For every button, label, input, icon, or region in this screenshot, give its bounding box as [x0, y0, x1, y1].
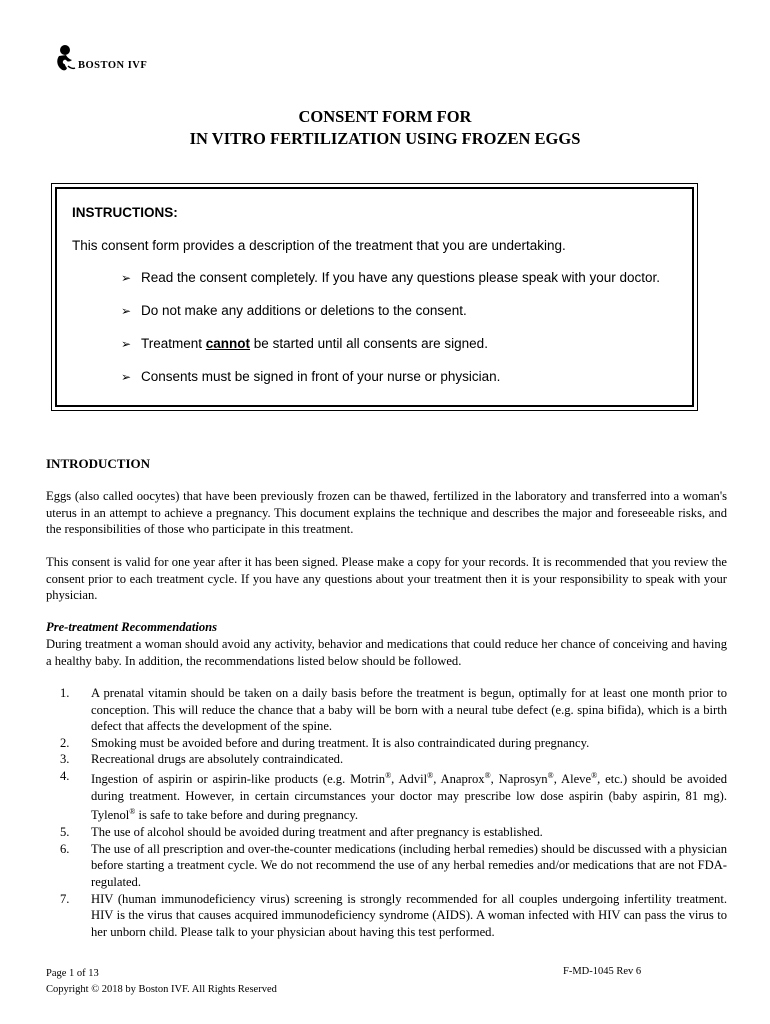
list-text — [91, 768, 727, 824]
logo-text: BOSTON IVF — [78, 60, 148, 71]
text-part: is safe to take before and during pregnancy. — [135, 808, 359, 823]
registered-mark: ® — [129, 807, 136, 817]
list-text: A prenatal vitamin should be taken on a daily basis before the treatment is begun, optimally for at least one month prior to conception. This will reduce the chance that a baby will be born with a neural tube defect (e.g. spina bifida), which is a birth defect that affects the development of the spine. — [91, 686, 727, 734]
list-text: HIV (human immunodeficiency virus) screening is strongly recommended for all couples undergoing infertility treatment. HIV is the virus that causes acquired immunodeficiency syndrome (AIDS). A woman infected with HIV can pass the virus to her unborn child. Please talk to your physician about having this test performed. — [91, 891, 727, 939]
introduction-heading: INTRODUCTION — [46, 456, 151, 471]
form-id: F-MD-1045 Rev 6 — [563, 966, 642, 977]
instructions-intro: This consent form provides a description of the treatment that you are undertaking. — [72, 238, 566, 253]
instruction-bullet-text: Consents must be signed in front of your nurse or physician. — [141, 369, 501, 384]
instruction-bullet-1 — [121, 270, 660, 287]
list-number: 2. — [60, 735, 70, 750]
footer-left — [46, 966, 277, 998]
registered-mark: ® — [484, 770, 491, 780]
text-part: , Anaprox — [433, 772, 485, 787]
registered-mark: ® — [547, 770, 554, 780]
list-number: 5. — [60, 825, 70, 840]
list-number: 6. — [60, 841, 70, 856]
title-line-2: IN VITRO FERTILIZATION USING FROZEN EGGS — [189, 129, 581, 148]
list-item — [60, 841, 727, 891]
list-number: 3. — [60, 752, 70, 767]
bullet3-pre: Treatment — [141, 336, 206, 351]
pretreatment-paragraph: During treatment a woman should avoid any activity, behavior and medications that could reduce her chance of conceiving and having a healthy baby. In addition, the recommendations listed below should be followed. — [46, 637, 727, 668]
list-text: Recreational drugs are absolutely contraindicated. — [91, 752, 344, 767]
boston-ivf-logo — [55, 44, 147, 72]
text-part: , Advil — [391, 772, 428, 787]
instructions-heading: INSTRUCTIONS: — [72, 205, 178, 220]
arrow-bullet-icon: ➢ — [121, 370, 132, 384]
list-item — [60, 751, 727, 768]
emphasis-cannot: cannot — [205, 336, 251, 351]
list-item — [60, 735, 727, 752]
bullet3-post: be started until all consents are signed. — [250, 336, 488, 351]
arrow-bullet-icon: ➢ — [121, 271, 132, 285]
introduction-paragraph-2: This consent is valid for one year after it has been signed. Please make a copy for your records. It is recommended that you review the consent prior to each treatment cycle. If you have any questions about your treatment then it is your responsibility to speak with your physician. — [46, 555, 727, 602]
instruction-bullet-text — [141, 336, 488, 353]
instruction-bullet-text: Do not make any additions or deletions to the consent. — [141, 303, 467, 318]
list-number: 4. — [60, 768, 70, 783]
list-number: 1. — [60, 686, 70, 700]
boston-ivf-logo-icon — [55, 44, 77, 72]
introduction-paragraph-1: Eggs (also called oocytes) that have been previously frozen can be thawed, fertilized in the laboratory and transferred into a woman's uterus in an attempt to achieve a pregnancy. This document explains the technique and describes the major and foreseeable risks, and the responsibilities of those who participate in this treatment. — [46, 489, 727, 536]
document-title — [0, 106, 770, 150]
list-item — [60, 768, 727, 824]
pretreatment-heading: Pre-treatment Recommendations — [46, 620, 218, 634]
page-number: Page 1 of 13 — [46, 968, 99, 979]
list-text: Smoking must be avoided before and during treatment. It is also contraindicated during pregnancy. — [91, 735, 590, 750]
list-number: 7. — [60, 891, 70, 906]
list-text: The use of alcohol should be avoided during treatment and after pregnancy is established. — [91, 825, 543, 840]
list-item — [60, 824, 727, 841]
instruction-bullet-text: Read the consent completely. If you have any questions please speak with your doctor. — [141, 270, 661, 285]
text-part: Ingestion of aspirin or aspirin-like products (e.g. Motrin — [91, 772, 386, 787]
instruction-bullet-4 — [121, 369, 500, 386]
arrow-bullet-icon: ➢ — [121, 304, 132, 318]
registered-mark: ® — [427, 770, 434, 780]
text-part: , etc.) should be avoided during treatment. However, in certain circumstances your doctor may prescribe low dose aspirin (baby aspirin, 81 mg). Tylenol — [91, 772, 727, 823]
text-part: , Aleve — [553, 772, 592, 787]
registered-mark: ® — [591, 770, 598, 780]
recommendations-list — [60, 685, 727, 940]
instruction-bullet-3 — [121, 336, 488, 353]
text-part: , Naprosyn — [490, 772, 548, 787]
instruction-bullet-2 — [121, 303, 467, 320]
list-text: The use of all prescription and over-the-counter medications (including herbal remedies) should be discussed with a physician before starting a treatment cycle. We do not recommend the use of any herbal remedies and/or medications that are not FDA-regulated. — [91, 841, 727, 889]
list-item — [60, 685, 727, 735]
list-item — [60, 891, 727, 941]
registered-mark: ® — [385, 770, 392, 780]
arrow-bullet-icon: ➢ — [121, 337, 132, 351]
copyright: Copyright © 2018 by Boston IVF. All Rights Reserved — [46, 984, 277, 995]
title-line-1: CONSENT FORM FOR — [298, 107, 472, 126]
